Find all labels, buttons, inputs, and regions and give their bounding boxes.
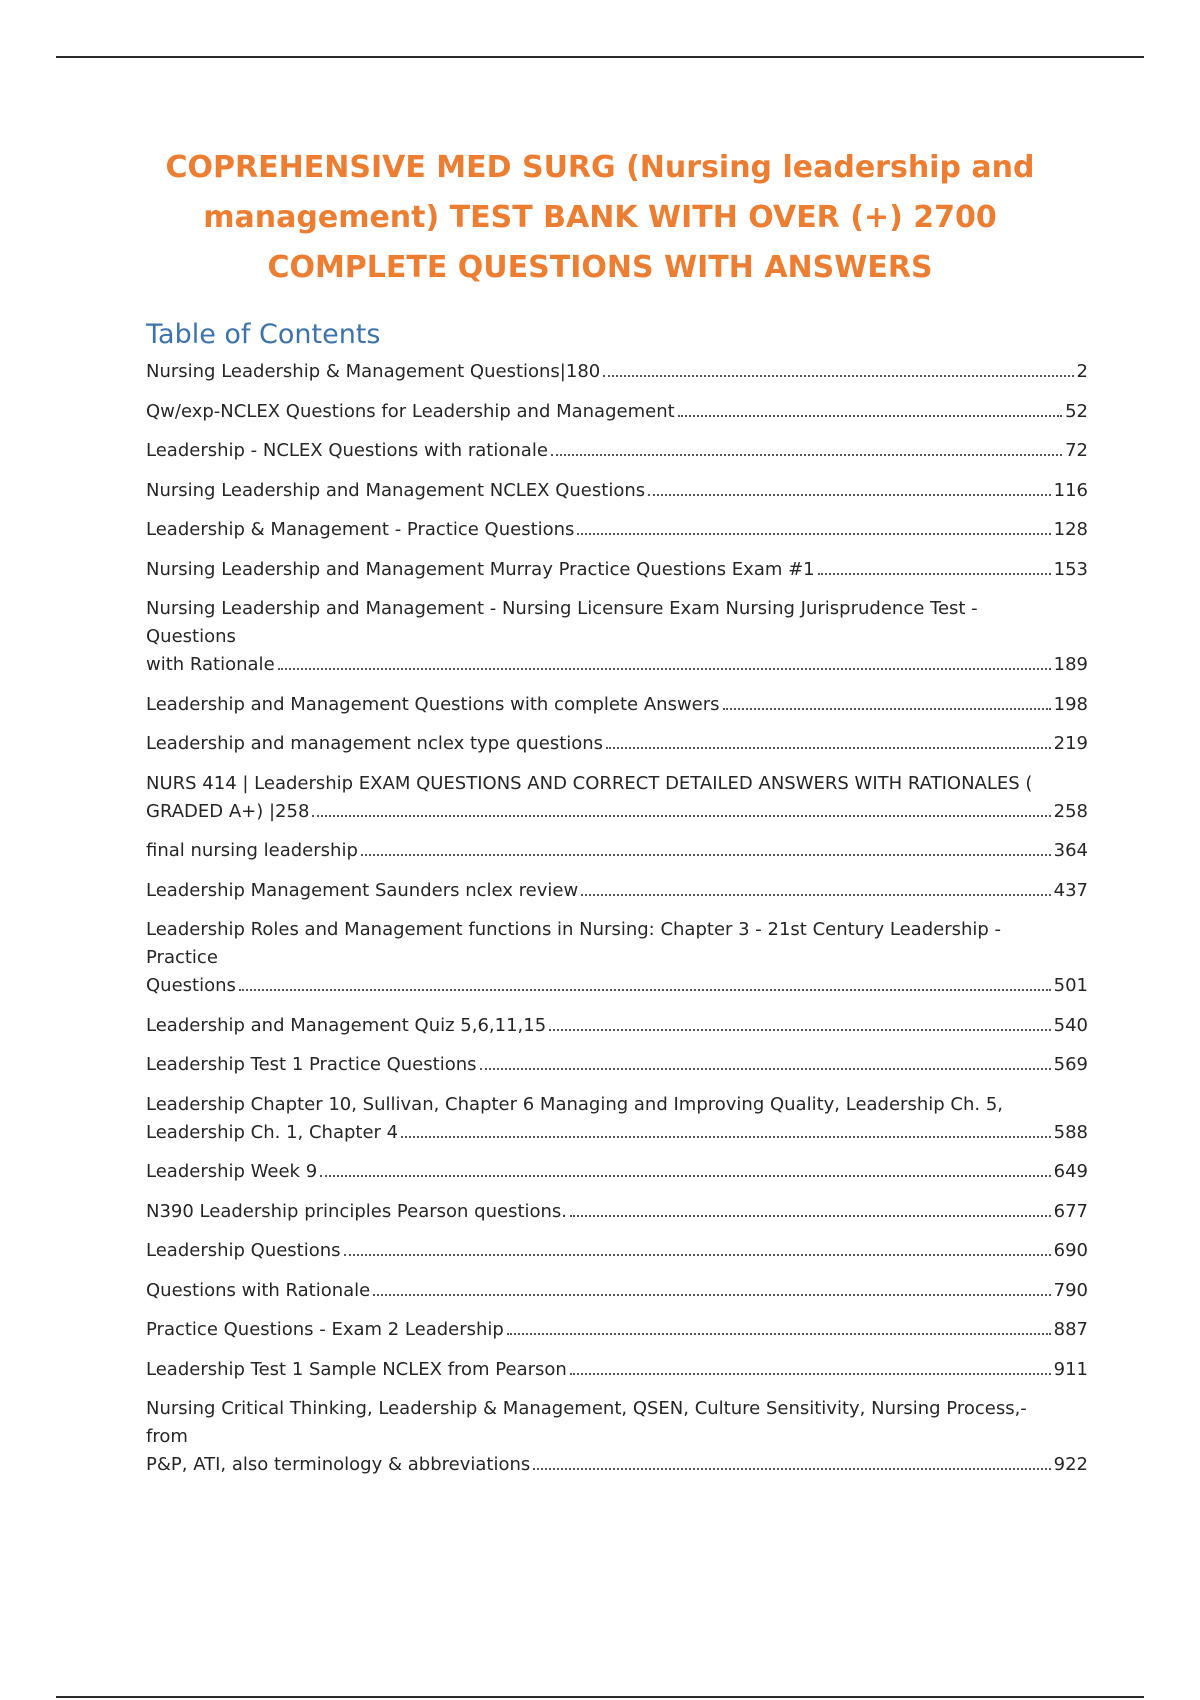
toc-leader-dots <box>603 375 1073 377</box>
toc-page-number[interactable]: 2 <box>1076 361 1088 382</box>
toc-page-number[interactable]: 189 <box>1053 654 1088 675</box>
toc-entry[interactable] <box>146 1091 1088 1147</box>
toc-entry-title[interactable]: Leadership Test 1 Sample NCLEX from Pearson <box>146 1358 567 1380</box>
toc-page-number[interactable]: 649 <box>1053 1161 1088 1182</box>
toc-entry-title[interactable]: Practice Questions - Exam 2 Leadership <box>146 1319 504 1340</box>
toc-entry[interactable] <box>146 1012 1088 1040</box>
toc-leader-dots <box>648 494 1051 496</box>
table-of-contents <box>146 358 1088 1491</box>
toc-entry-title[interactable]: Leadership Week 9 <box>146 1161 318 1182</box>
toc-page-number[interactable]: 588 <box>1053 1121 1088 1143</box>
toc-page-number[interactable]: 437 <box>1053 879 1088 901</box>
toc-heading: Table of Contents <box>146 319 381 350</box>
toc-entry[interactable] <box>146 1395 1088 1479</box>
toc-entry-title-continued[interactable]: Questions <box>146 975 236 996</box>
footer-rule <box>56 1696 1144 1698</box>
toc-entry-title[interactable]: Leadership Questions <box>146 1240 341 1261</box>
toc-entry[interactable] <box>146 1051 1088 1079</box>
toc-entry[interactable] <box>146 1237 1088 1265</box>
toc-entry-title-continued[interactable]: GRADED A+) |258 <box>146 800 310 822</box>
toc-entry[interactable] <box>146 358 1088 386</box>
title-line-1: COPREHENSIVE MED SURG (Nursing leadership and <box>165 150 1035 185</box>
toc-page-number[interactable]: 690 <box>1053 1240 1088 1261</box>
toc-entry[interactable] <box>146 1198 1088 1226</box>
toc-entry-continuation <box>146 798 1088 826</box>
toc-page-number[interactable]: 540 <box>1053 1014 1088 1036</box>
toc-entry[interactable] <box>146 477 1088 505</box>
toc-entry-title[interactable]: Leadership and Management Quiz 5,6,11,15 <box>146 1014 547 1036</box>
toc-entry-title-continued[interactable]: P&P, ATI, also terminology & abbreviations <box>146 1454 531 1475</box>
toc-page-number[interactable]: 258 <box>1053 800 1088 822</box>
toc-page-number[interactable]: 52 <box>1065 400 1088 422</box>
toc-page-number[interactable]: 128 <box>1053 519 1088 540</box>
toc-page-number[interactable]: 677 <box>1053 1200 1088 1222</box>
toc-entry[interactable] <box>146 1316 1088 1344</box>
toc-leader-dots <box>361 854 1051 856</box>
toc-leader-dots <box>320 1175 1051 1177</box>
toc-leader-dots <box>606 747 1051 749</box>
toc-entry[interactable] <box>146 877 1088 905</box>
toc-entry-title[interactable]: Nursing Leadership & Management Questions|180 <box>146 361 601 382</box>
toc-leader-dots <box>551 454 1062 456</box>
toc-leader-dots <box>507 1333 1051 1335</box>
toc-entry-title[interactable]: Nursing Critical Thinking, Leadership & Management, QSEN, Culture Sensitivity, Nursing Process,-from <box>146 1398 1027 1447</box>
toc-entry-title-continued[interactable]: Leadership Ch. 1, Chapter 4 <box>146 1121 399 1143</box>
toc-page-number[interactable]: 219 <box>1053 733 1088 754</box>
toc-entry-title[interactable]: NURS 414 | Leadership EXAM QUESTIONS AND CORRECT DETAILED ANSWERS WITH RATIONALES ( <box>146 772 1033 794</box>
toc-entry-title[interactable]: Leadership and management nclex type questions <box>146 733 604 754</box>
toc-page-number[interactable]: 198 <box>1053 693 1088 715</box>
toc-leader-dots <box>818 573 1051 575</box>
toc-entry-title[interactable]: Leadership - NCLEX Questions with rationale <box>146 440 548 461</box>
toc-leader-dots <box>344 1254 1051 1256</box>
toc-leader-dots <box>549 1029 1050 1031</box>
header-rule <box>56 56 1144 58</box>
toc-entry[interactable] <box>146 516 1088 544</box>
toc-entry[interactable] <box>146 1277 1088 1305</box>
toc-page-number[interactable]: 922 <box>1053 1454 1088 1475</box>
toc-entry[interactable] <box>146 398 1088 426</box>
toc-entry-title[interactable]: Nursing Leadership and Management - Nursing Licensure Exam Nursing Jurisprudence Test - Questions <box>146 598 978 647</box>
toc-leader-dots <box>401 1136 1051 1138</box>
toc-entry[interactable] <box>146 1356 1088 1384</box>
toc-leader-dots <box>480 1068 1051 1070</box>
toc-entry[interactable] <box>146 730 1088 758</box>
toc-entry-title[interactable]: Qw/exp-NCLEX Questions for Leadership and Management <box>146 400 675 422</box>
toc-leader-dots <box>570 1215 1051 1217</box>
toc-page-number[interactable]: 911 <box>1053 1358 1088 1380</box>
toc-entry-continuation <box>146 651 1088 679</box>
toc-leader-dots <box>239 989 1051 991</box>
toc-entry-title[interactable]: Nursing Leadership and Management Murray Practice Questions Exam #1 <box>146 558 815 580</box>
toc-page-number[interactable]: 72 <box>1065 440 1088 461</box>
toc-page-number[interactable]: 153 <box>1053 558 1088 580</box>
toc-page-number[interactable]: 569 <box>1053 1054 1088 1075</box>
toc-page-number[interactable]: 887 <box>1053 1319 1088 1340</box>
toc-entry-title[interactable]: Leadership & Management - Practice Questions <box>146 519 575 540</box>
document-title <box>100 143 1100 293</box>
toc-leader-dots <box>373 1294 1050 1296</box>
toc-entry[interactable] <box>146 1158 1088 1186</box>
title-line-3: COMPLETE QUESTIONS WITH ANSWERS <box>267 250 933 285</box>
toc-entry[interactable] <box>146 595 1088 679</box>
toc-leader-dots <box>533 1468 1050 1470</box>
toc-page-number[interactable]: 364 <box>1053 840 1088 861</box>
toc-leader-dots <box>723 708 1051 710</box>
toc-leader-dots <box>581 894 1050 896</box>
toc-entry-title[interactable]: Nursing Leadership and Management NCLEX Questions <box>146 479 646 501</box>
toc-leader-dots <box>312 815 1050 817</box>
toc-entry-continuation <box>146 972 1088 1000</box>
toc-leader-dots <box>678 415 1062 417</box>
toc-entry-title[interactable]: Leadership Roles and Management functions in Nursing: Chapter 3 - 21st Century Leadership - Practice <box>146 919 1002 968</box>
toc-entry[interactable] <box>146 770 1088 826</box>
title-line-2: management) TEST BANK WITH OVER (+) 2700 <box>203 200 997 235</box>
toc-leader-dots <box>278 668 1051 670</box>
toc-entry[interactable] <box>146 556 1088 584</box>
toc-leader-dots <box>570 1373 1051 1375</box>
toc-leader-dots <box>577 533 1050 535</box>
toc-page-number[interactable]: 790 <box>1053 1279 1088 1301</box>
toc-entry[interactable] <box>146 916 1088 1000</box>
toc-entry-continuation <box>146 1451 1088 1479</box>
toc-entry[interactable] <box>146 691 1088 719</box>
toc-entry-continuation <box>146 1119 1088 1147</box>
toc-page-number[interactable]: 501 <box>1053 975 1088 996</box>
toc-page-number[interactable]: 116 <box>1053 479 1088 501</box>
toc-entry-title[interactable]: final nursing leadership <box>146 840 358 861</box>
toc-entry[interactable] <box>146 437 1088 465</box>
toc-entry-title[interactable]: Leadership Chapter 10, Sullivan, Chapter 6 Managing and Improving Quality, Leadership Ch. 5, <box>146 1093 1003 1115</box>
toc-entry[interactable] <box>146 837 1088 865</box>
toc-entry-title[interactable]: Questions with Rationale <box>146 1279 371 1301</box>
toc-entry-title[interactable]: Leadership Management Saunders nclex review <box>146 879 579 901</box>
toc-entry-title-continued[interactable]: with Rationale <box>146 654 275 675</box>
toc-entry-title[interactable]: Leadership and Management Questions with complete Answers <box>146 693 720 715</box>
toc-entry-title[interactable]: N390 Leadership principles Pearson questions. <box>146 1200 568 1222</box>
toc-entry-title[interactable]: Leadership Test 1 Practice Questions <box>146 1054 477 1075</box>
